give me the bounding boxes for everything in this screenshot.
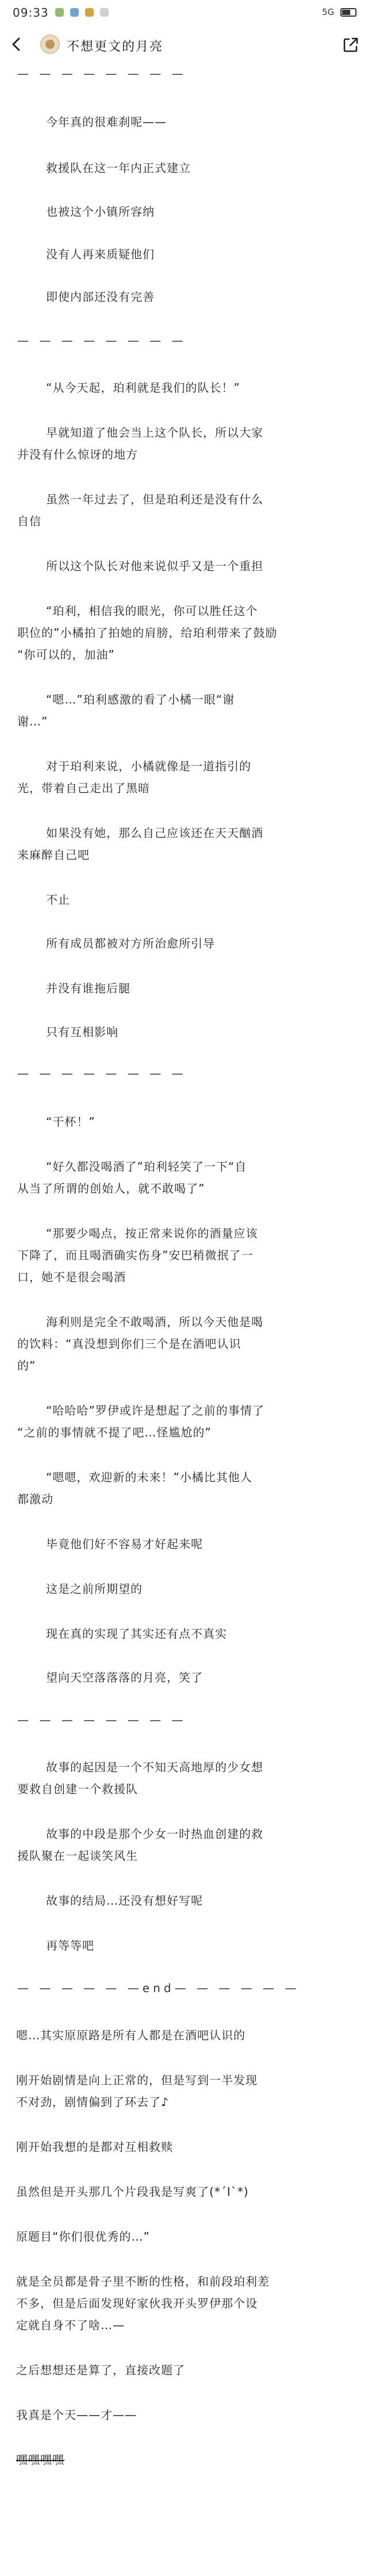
paragraph-text: 早就知道了他会当上这个队长，所以大家	[46, 426, 263, 439]
paragraph-text: 谢…”	[17, 714, 48, 728]
paragraph-text: 嘿嘿嘿嘿	[16, 2453, 64, 2467]
paragraph-text: 光，带着自己走出了黑暗	[17, 781, 150, 795]
paragraph-text: 今年真的很难刹呢——	[46, 115, 167, 129]
calendar-icon	[85, 8, 94, 17]
paragraph-text: 所有成员都被对方所治愈所引导	[46, 937, 215, 950]
paragraph-text: 故事的起因是一个不知天高地厚的少女想	[46, 1760, 263, 1774]
divider-text: — — — — — —end— — — — — —	[17, 1981, 300, 1995]
paragraph-text: “好久都没喝酒了”珀利轻笑了一下“自	[46, 1160, 247, 1174]
paragraph-text: 的饮料：“真没想到你们三个是在酒吧认识	[17, 1337, 241, 1351]
paragraph-text: 对于珀利来说，小橘就像是一道指引的	[46, 759, 251, 773]
paragraph-text: “那要少喝点，按正常来说你的酒量应该	[46, 1226, 258, 1240]
paragraph-text: “嗯…”珀利感激的看了小橘一眼“谢	[46, 693, 235, 706]
paragraph-text: “之前的事情就不提了吧…怪尴尬的”	[17, 1425, 212, 1439]
paragraph-text: 来麻醉自己吧	[17, 848, 90, 862]
paragraph-text: 自信	[17, 514, 41, 528]
paragraph-text: 故事的结局…还没有想好写呢	[46, 1894, 203, 1908]
paragraph-text: 口，她不是很会喝酒	[17, 1270, 126, 1284]
back-button[interactable]	[7, 35, 26, 54]
paragraph-text: “嗯嗯，欢迎新的未来！”小橘比其他人	[46, 1470, 252, 1484]
paragraph-text: 援队聚在一起谈笑风生	[17, 1849, 138, 1863]
paragraph-text: 只有互相影响	[46, 1025, 118, 1039]
paragraph-text: 之后想想还是算了，直接改题了	[16, 2363, 185, 2377]
paragraph-text: 刚开始我想的是都对互相救赎	[16, 2140, 173, 2154]
paragraph-text: 这是之前所期望的	[46, 1582, 143, 1596]
paragraph-text: 现在真的实现了其实还有点不真实	[46, 1627, 227, 1641]
status-bar	[0, 0, 368, 25]
paragraph-text: 即使内部还没有完善	[46, 290, 155, 304]
network-indicator: 5G	[322, 7, 335, 17]
app-notification-icon	[55, 8, 64, 17]
share-icon	[342, 36, 360, 54]
paragraph-text: “从今天起，珀利就是我们的队长！”	[46, 381, 240, 395]
paragraph-text: 都激动	[17, 1492, 53, 1506]
paragraph-text: 再等等吧	[46, 1939, 94, 1952]
paragraph-text: 也被这个小镇所容纳	[46, 205, 155, 219]
status-time: 09:33	[13, 6, 49, 20]
paragraph-text: 如果没有她，那么自己应该还在天天酗酒	[46, 826, 263, 840]
divider-text: — — — — — — — —	[17, 334, 187, 347]
paragraph-text: 嗯…其实原原路是所有人都是在酒吧认识的	[16, 2028, 246, 2042]
paragraph-text: 刚开始剧情是向上正常的，但是写到一半发现	[16, 2073, 258, 2087]
paragraph-text: 定就自身不了啥…—	[16, 2318, 125, 2332]
paragraph-text: 所以这个队长对他来说似乎又是一个重担	[46, 559, 263, 573]
paragraph-text: 并没有谁拖后腿	[46, 981, 131, 995]
paragraph-text: 不对劲，剧情偏到了环去了♪	[16, 2095, 169, 2109]
paragraph-text: 毕竟他们好不容易才好起来呢	[46, 1537, 203, 1551]
article-header	[0, 25, 368, 62]
paragraph-text: 不多，但是后面发现好家伙我开头罗伊那个设	[16, 2296, 258, 2310]
paragraph-text: “珀利，相信我的眼光，你可以胜任这个	[46, 604, 258, 618]
battery-icon	[340, 8, 356, 17]
author-name[interactable]: 不想更文的月亮	[67, 40, 164, 54]
paragraph-text: 的”	[17, 1359, 36, 1373]
paragraph-text: 我真是个天——才——	[16, 2408, 137, 2422]
paragraph-text: 不止	[46, 893, 70, 907]
divider-text: — — — — — — — —	[17, 1713, 187, 1727]
status-notification-icons	[55, 8, 112, 17]
more-dot-icon	[100, 8, 109, 17]
paragraph-text: 没有人再来质疑他们	[46, 247, 155, 261]
share-button[interactable]	[342, 36, 360, 54]
divider-text: — — — — — — — —	[17, 67, 187, 81]
paragraph-text: 下降了，而且喝酒确实伤身”安巴稍微抿了一	[17, 1248, 254, 1262]
paragraph-text: 救援队在这一年内正式建立	[46, 161, 191, 175]
paragraph-text: “干杯！”	[46, 1115, 95, 1129]
paragraph-text: 虽然但是开头那几个片段我是写爽了(*´I`*)	[16, 2185, 249, 2199]
status-right	[322, 7, 356, 17]
paragraph-text: 虽然一年过去了，但是珀利还是没有什么	[46, 492, 263, 506]
paragraph-text: 原题目“你们很优秀的…”	[16, 2230, 150, 2244]
paragraph-text: 海利则是完全不敢喝酒，所以今天他是喝	[46, 1315, 263, 1329]
paragraph-text: 就是全员都是骨子里不断的性格，和前段珀利差	[16, 2275, 270, 2288]
paragraph-text: “你可以的，加油”	[17, 648, 115, 662]
chevron-left-icon	[7, 35, 26, 54]
paragraph-text: 从当了所谓的创始人，就不敢喝了”	[17, 1182, 205, 1195]
paragraph-text: 并没有什么惊讶的地方	[17, 448, 138, 461]
paragraph-text: 要救自创建一个救援队	[17, 1782, 138, 1796]
paragraph-text: 望向天空落落落的月亮，笑了	[46, 1671, 203, 1684]
photo-icon	[70, 8, 79, 17]
author-avatar[interactable]	[40, 35, 60, 54]
paragraph-text: 故事的中段是那个少女一时热血创建的救	[46, 1827, 263, 1841]
paragraph-text: 职位的”小橘拍了拍她的肩膀，给珀利带来了鼓励	[17, 626, 278, 640]
divider-text: — — — — — — — —	[17, 1067, 187, 1080]
paragraph-text: “哈哈哈”罗伊或许是想起了之前的事情了	[46, 1404, 264, 1417]
